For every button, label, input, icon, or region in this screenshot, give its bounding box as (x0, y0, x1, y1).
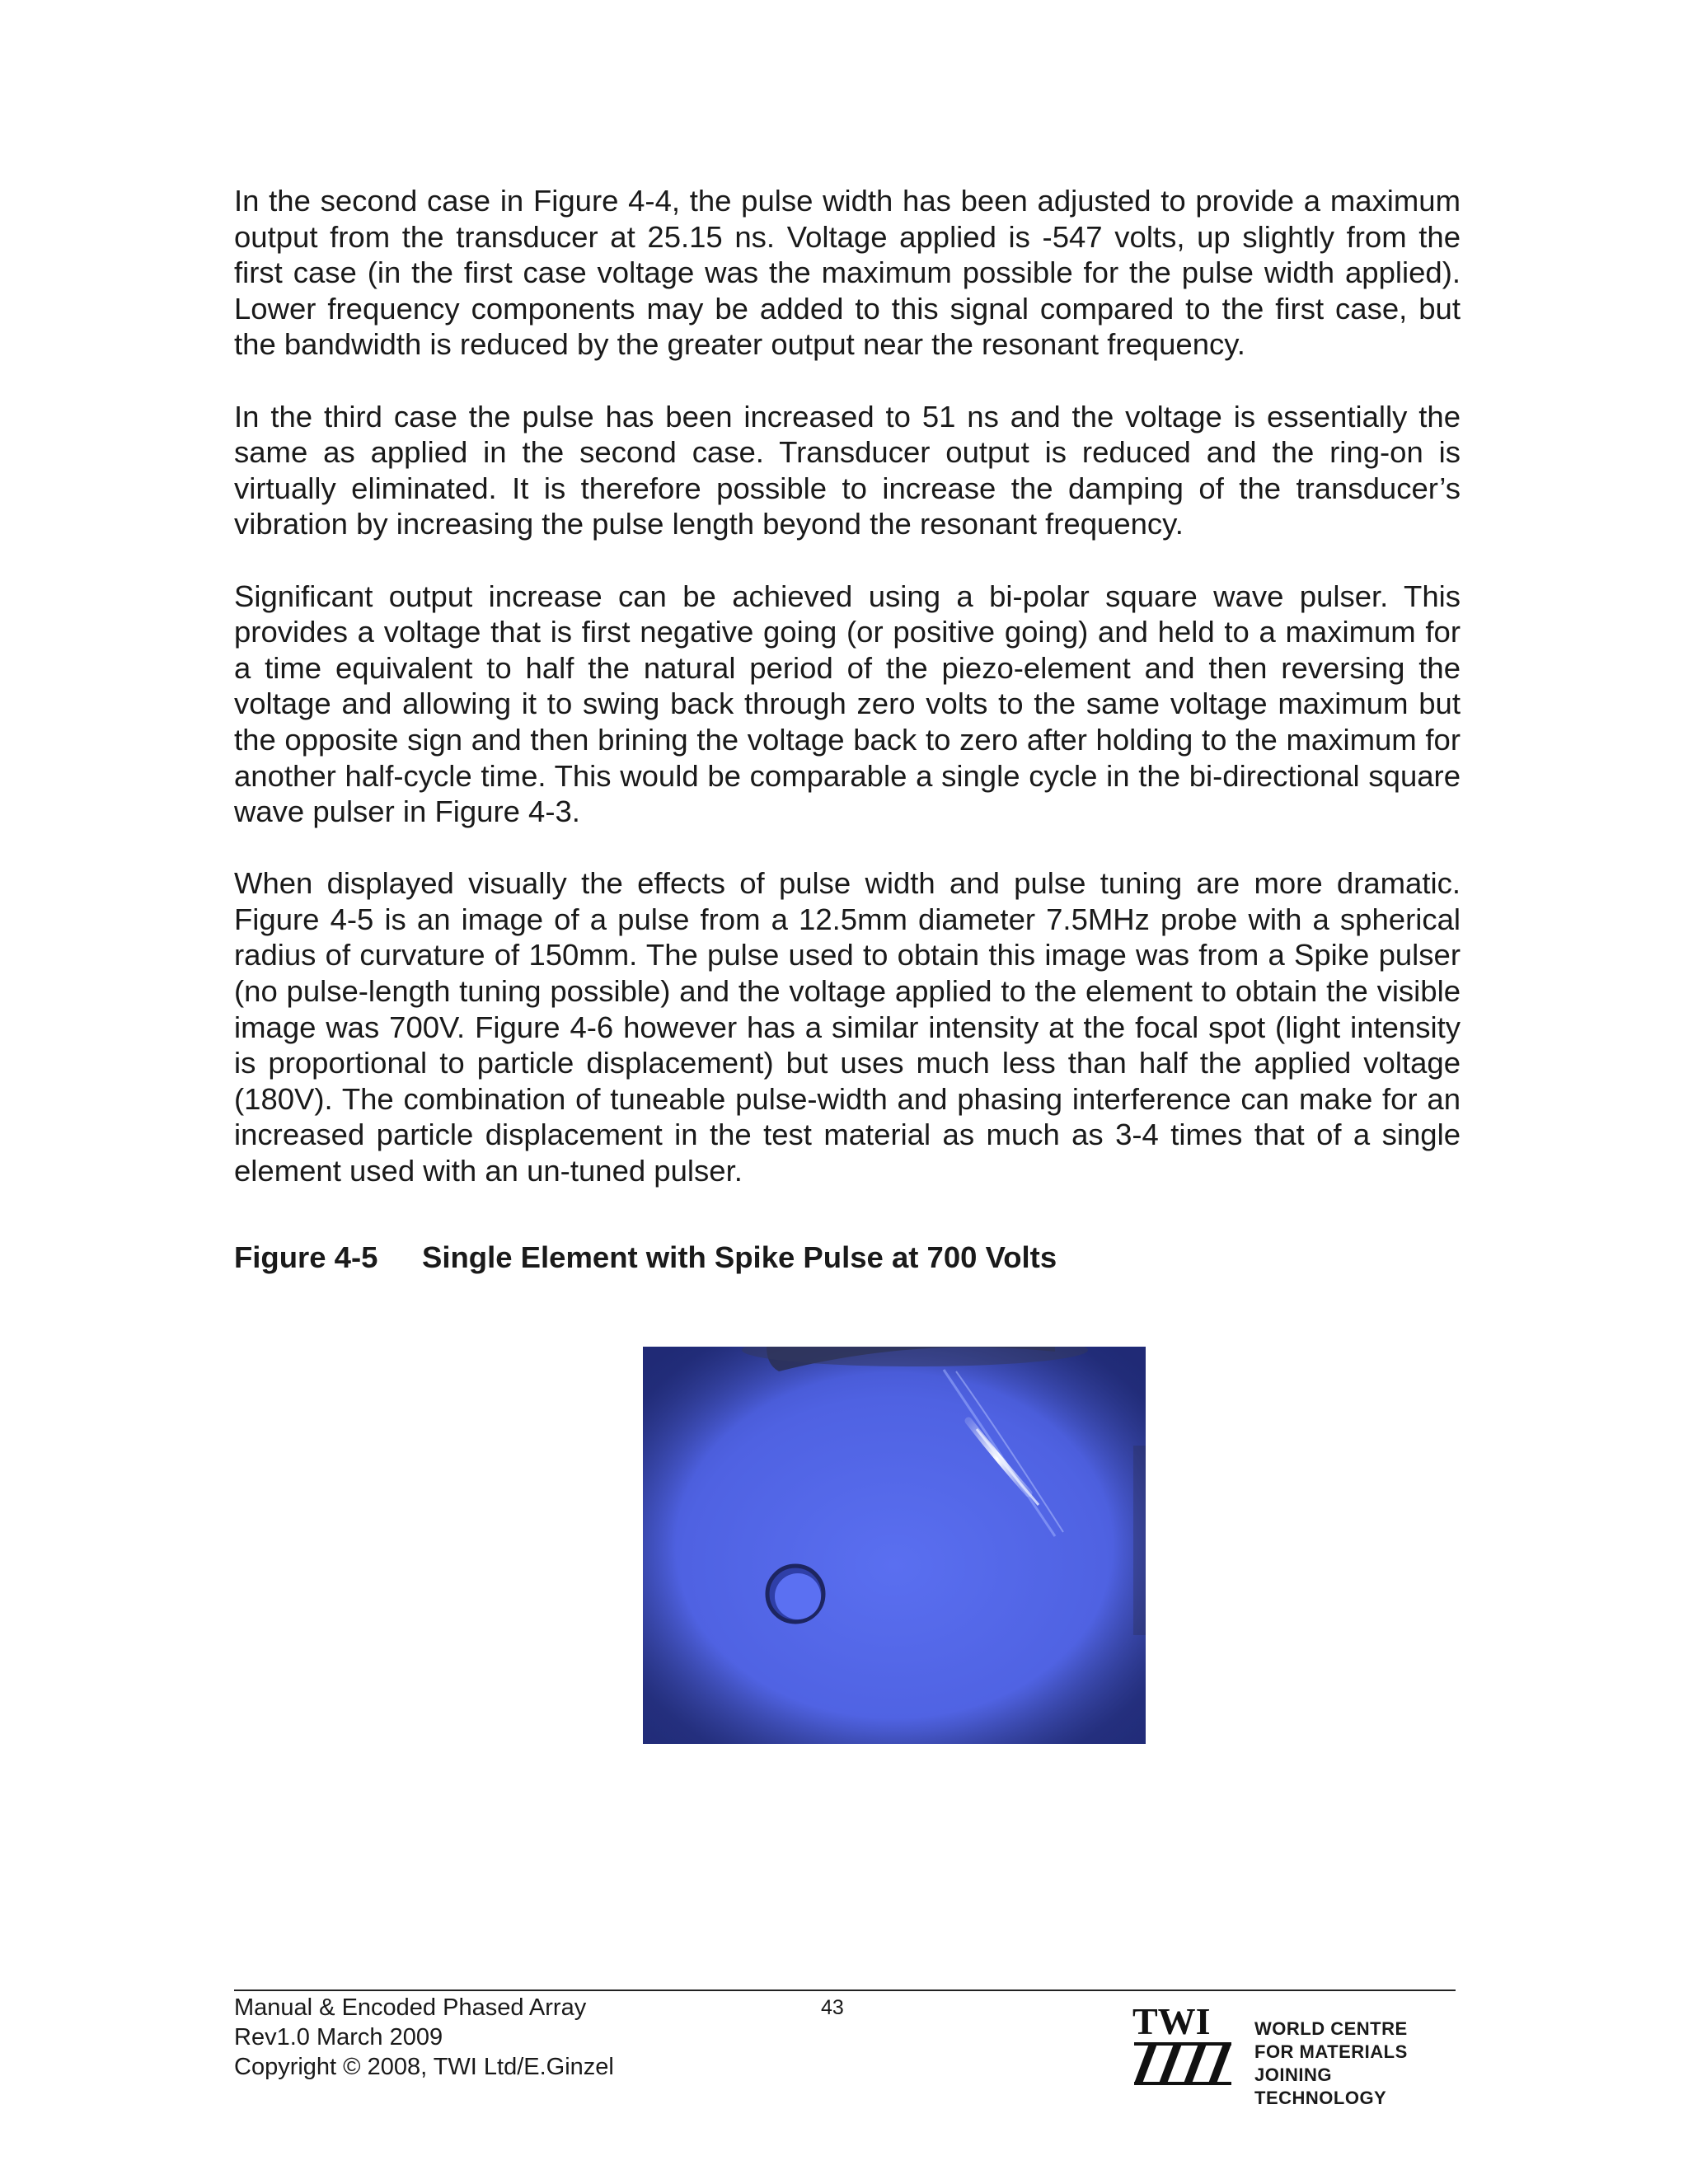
twi-logo-icon (1131, 2001, 1246, 2092)
twi-logo-text (1254, 2018, 1469, 2110)
paragraph-3: Significant output increase can be achieved using a bi-polar square wave pulser. This provides a voltage that is first negative going (or positive going) and held to a maximum for a time equivalent to half the natural period of the piezo-element and then reversing the voltage and allowing it to swing back through zero volts to the same voltage maximum but the opposite sign and then brining the voltage back to zero after holding to the maximum for another half-cycle time. This would be comparable a single cycle in the bi-directional square wave pulser in Figure 4-3. (234, 579, 1461, 829)
logo-line-3: JOINING TECHNOLOGY (1254, 2064, 1387, 2108)
logo-line-1: WORLD CENTRE (1254, 2018, 1408, 2039)
figure-caption (234, 1240, 1461, 1275)
page-body (234, 183, 1461, 1275)
footer-copyright: Copyright © 2008, TWI Ltd/E.Ginzel (234, 2054, 614, 2080)
footer-revision: Rev1.0 March 2009 (234, 2024, 443, 2050)
figure-title: Single Element with Spike Pulse at 700 Volts (422, 1240, 1057, 1274)
figure-number: Figure 4-5 (234, 1240, 378, 1274)
logo-line-2: FOR MATERIALS (1254, 2041, 1408, 2062)
page-number: 43 (821, 1996, 844, 2019)
paragraph-2: In the third case the pulse has been increased to 51 ns and the voltage is essentially the same as applied in the second case. Transducer output is reduced and the ring-on is virtually eliminated. It is therefore possible to increase the damping of the transducer’s vibration by increasing the pulse length beyond the resonant frequency. (234, 399, 1461, 541)
paragraph-4: When displayed visually the effects of pulse width and pulse tuning are more dramatic. Figure 4-5 is an image of a pulse from a 12.5mm diameter 7.5MHz probe with a spherical radius of curvature of 150mm. The pulse used to obtain this image was from a Spike pulser (no pulse-length tuning possible) and the voltage applied to the element to obtain the visible image was 700V. Figure 4-6 however has a similar intensity at the focal spot (light intensity is proportional to particle displacement) but uses much less than half the applied voltage (180V). The combination of tuneable pulse-width and phasing interference can make for an increased particle displacement in the test material as much as 3-4 times that of a single element used with an un-tuned pulser. (234, 866, 1461, 1188)
twi-logo (1131, 2001, 1469, 2108)
ultrasound-pulse-image (643, 1347, 1146, 1744)
twi-logo-mark: TWI (1132, 2001, 1211, 2042)
footer-info (234, 1993, 614, 2082)
footer-document-title: Manual & Encoded Phased Array (234, 1994, 587, 2021)
footer-divider (234, 1990, 1456, 1991)
paragraph-1: In the second case in Figure 4-4, the pulse width has been adjusted to provide a maximum output from the transducer at 25.15 ns. Voltage applied is -547 volts, up slightly from the first case (in the first case voltage was the maximum possible for the pulse width applied). Lower frequency components may be added to this signal compared to the first case, but the bandwidth is reduced by the greater output near the resonant frequency. (234, 184, 1461, 362)
